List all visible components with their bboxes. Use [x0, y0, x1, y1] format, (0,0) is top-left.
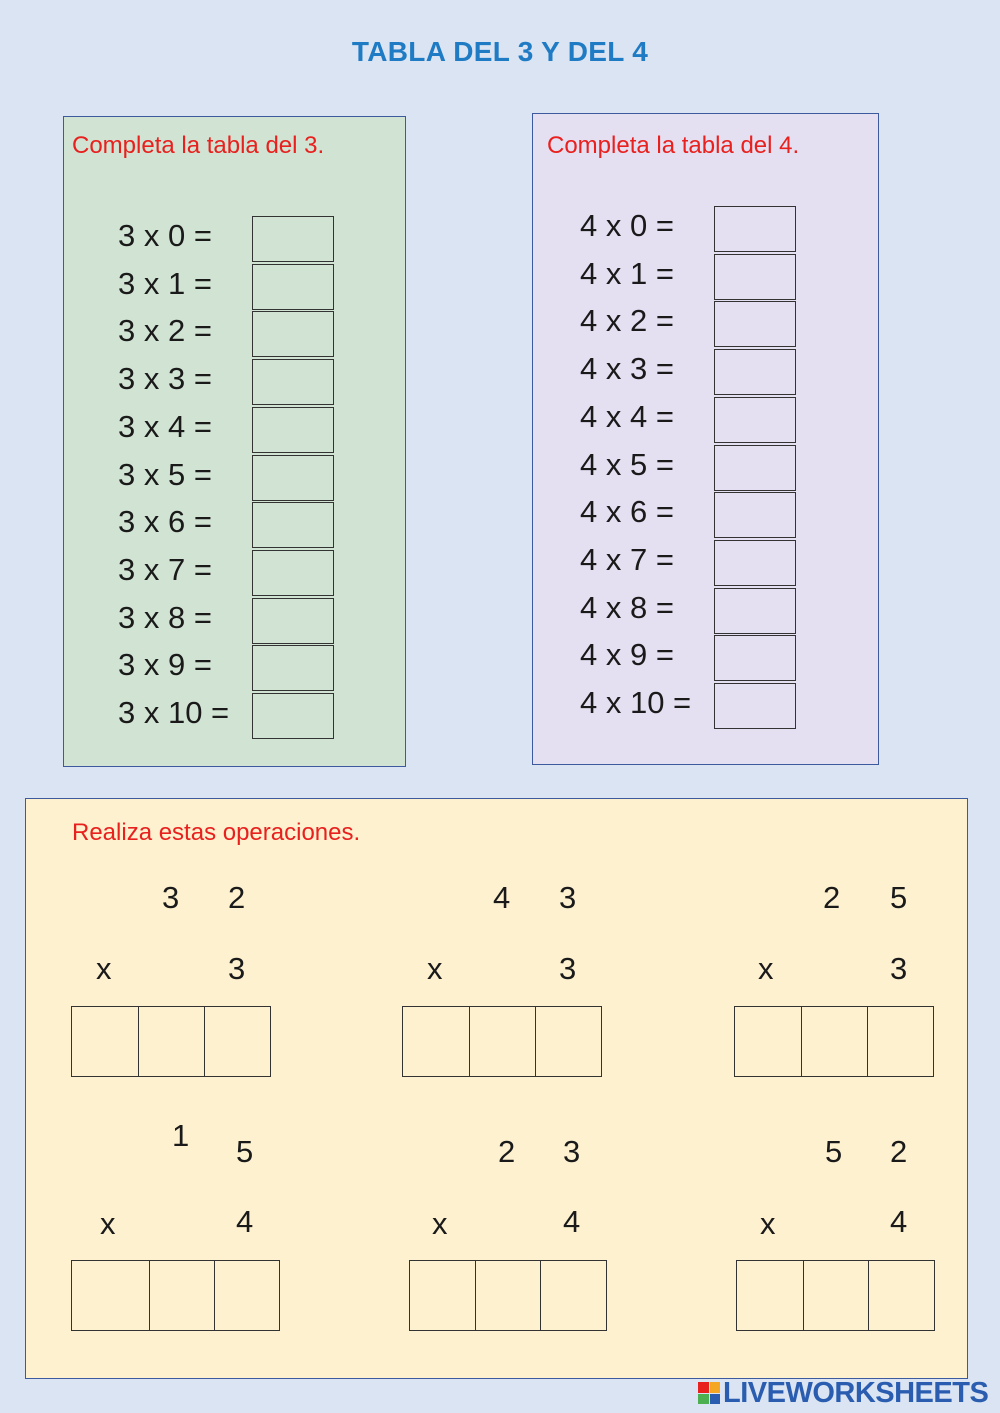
table4-answer-box[interactable]	[714, 397, 796, 443]
table3-equation: 3 x 8 =	[118, 599, 212, 635]
multiplier: 3	[559, 951, 577, 986]
operations-instruction: Realiza estas operaciones.	[72, 819, 361, 846]
times-sign: x	[758, 951, 774, 986]
table4-answer-box[interactable]	[714, 349, 796, 395]
table3-equation: 3 x 9 =	[118, 647, 212, 683]
table3-answer-box[interactable]	[252, 455, 334, 501]
result-digit-box[interactable]	[204, 1006, 271, 1077]
table3-answer-box[interactable]	[252, 550, 334, 596]
table4-equation: 4 x 6 =	[580, 494, 674, 530]
table4-equation: 4 x 7 =	[580, 541, 674, 577]
multiplier: 4	[236, 1204, 254, 1239]
table3-equation: 3 x 4 =	[118, 408, 212, 444]
result-digit-box[interactable]	[867, 1006, 934, 1077]
table4-equation: 4 x 2 =	[580, 303, 674, 339]
table4-answer-box[interactable]	[714, 492, 796, 538]
table3-equation: 3 x 0 =	[118, 218, 212, 253]
result-digit-box[interactable]	[734, 1006, 802, 1077]
result-digit-box[interactable]	[803, 1260, 869, 1331]
table4-answer-box[interactable]	[714, 445, 796, 491]
table4-answer-box[interactable]	[714, 206, 796, 252]
result-digit-box[interactable]	[736, 1260, 804, 1331]
table3-answer-box[interactable]	[252, 598, 334, 644]
table4-answer-box[interactable]	[714, 254, 796, 300]
table4-equation: 4 x 5 =	[580, 446, 674, 482]
result-digit-box[interactable]	[535, 1006, 602, 1077]
table3-equation: 3 x 5 =	[118, 456, 212, 492]
result-digit-box[interactable]	[149, 1260, 215, 1331]
table3-equation: 3 x 3 =	[118, 361, 212, 397]
table3-equation: 3 x 10 =	[118, 695, 230, 730]
table-3-panel	[63, 116, 406, 767]
times-sign: x	[432, 1206, 448, 1241]
multiplicand-tens: 4	[493, 880, 511, 915]
table3-equation: 3 x 6 =	[118, 504, 212, 540]
multiplicand-tens: 3	[162, 880, 180, 915]
result-digit-box[interactable]	[138, 1006, 205, 1077]
result-digit-box[interactable]	[71, 1260, 150, 1331]
table4-answer-box[interactable]	[714, 540, 796, 586]
times-sign: x	[100, 1206, 116, 1241]
table4-equation: 4 x 9 =	[580, 637, 674, 673]
multiplicand-units: 3	[559, 880, 577, 915]
brand-name: LIVEWORKSHEETS	[723, 1376, 989, 1409]
multiplicand-units: 3	[563, 1134, 581, 1169]
multiplier: 4	[890, 1204, 908, 1239]
times-sign: x	[96, 951, 112, 986]
table4-equation: 4 x 1 =	[580, 255, 674, 291]
table3-equation: 3 x 1 =	[118, 265, 212, 301]
brand-mark-icon	[698, 1382, 720, 1404]
result-digit-box[interactable]	[801, 1006, 868, 1077]
table3-answer-box[interactable]	[252, 359, 334, 405]
table3-answer-box[interactable]	[252, 216, 334, 262]
multiplier: 3	[890, 951, 908, 986]
table4-equation: 4 x 3 =	[580, 351, 674, 387]
table4-answer-box[interactable]	[714, 635, 796, 681]
result-digit-box[interactable]	[469, 1006, 536, 1077]
multiplier: 3	[228, 951, 246, 986]
table4-equation: 4 x 0 =	[580, 208, 674, 243]
table3-answer-box[interactable]	[252, 502, 334, 548]
table3-answer-box[interactable]	[252, 264, 334, 310]
multiplicand-tens: 2	[823, 880, 841, 915]
liveworksheets-logo	[698, 1376, 988, 1410]
table-3-instruction: Completa la tabla del 3.	[72, 132, 325, 159]
table3-equation: 3 x 7 =	[118, 551, 212, 587]
multiplicand-units: 5	[890, 880, 908, 915]
result-digit-box[interactable]	[868, 1260, 935, 1331]
page-title: TABLA DEL 3 Y DEL 4	[351, 36, 649, 67]
table4-answer-box[interactable]	[714, 588, 796, 634]
table4-equation: 4 x 8 =	[580, 589, 674, 625]
table3-answer-box[interactable]	[252, 407, 334, 453]
table4-answer-box[interactable]	[714, 301, 796, 347]
table4-answer-box[interactable]	[714, 683, 796, 729]
multiplicand-units: 5	[236, 1134, 254, 1169]
table3-answer-box[interactable]	[252, 311, 334, 357]
times-sign: x	[427, 951, 443, 986]
multiplicand-units: 2	[228, 880, 246, 915]
result-digit-box[interactable]	[402, 1006, 470, 1077]
table3-answer-box[interactable]	[252, 693, 334, 739]
table4-equation: 4 x 4 =	[580, 398, 674, 434]
result-digit-box[interactable]	[540, 1260, 607, 1331]
table4-equation: 4 x 10 =	[580, 685, 692, 720]
table-4-instruction: Completa la tabla del 4.	[547, 132, 800, 159]
times-sign: x	[760, 1206, 776, 1241]
result-digit-box[interactable]	[409, 1260, 476, 1331]
multiplicand-tens: 2	[498, 1134, 516, 1169]
table3-equation: 3 x 2 =	[118, 313, 212, 349]
result-digit-box[interactable]	[71, 1006, 139, 1077]
multiplicand-tens: 1	[172, 1118, 190, 1153]
table3-answer-box[interactable]	[252, 645, 334, 691]
multiplicand-units: 2	[890, 1134, 908, 1169]
result-digit-box[interactable]	[475, 1260, 541, 1331]
result-digit-box[interactable]	[214, 1260, 280, 1331]
multiplicand-tens: 5	[825, 1134, 843, 1169]
multiplier: 4	[563, 1204, 581, 1239]
